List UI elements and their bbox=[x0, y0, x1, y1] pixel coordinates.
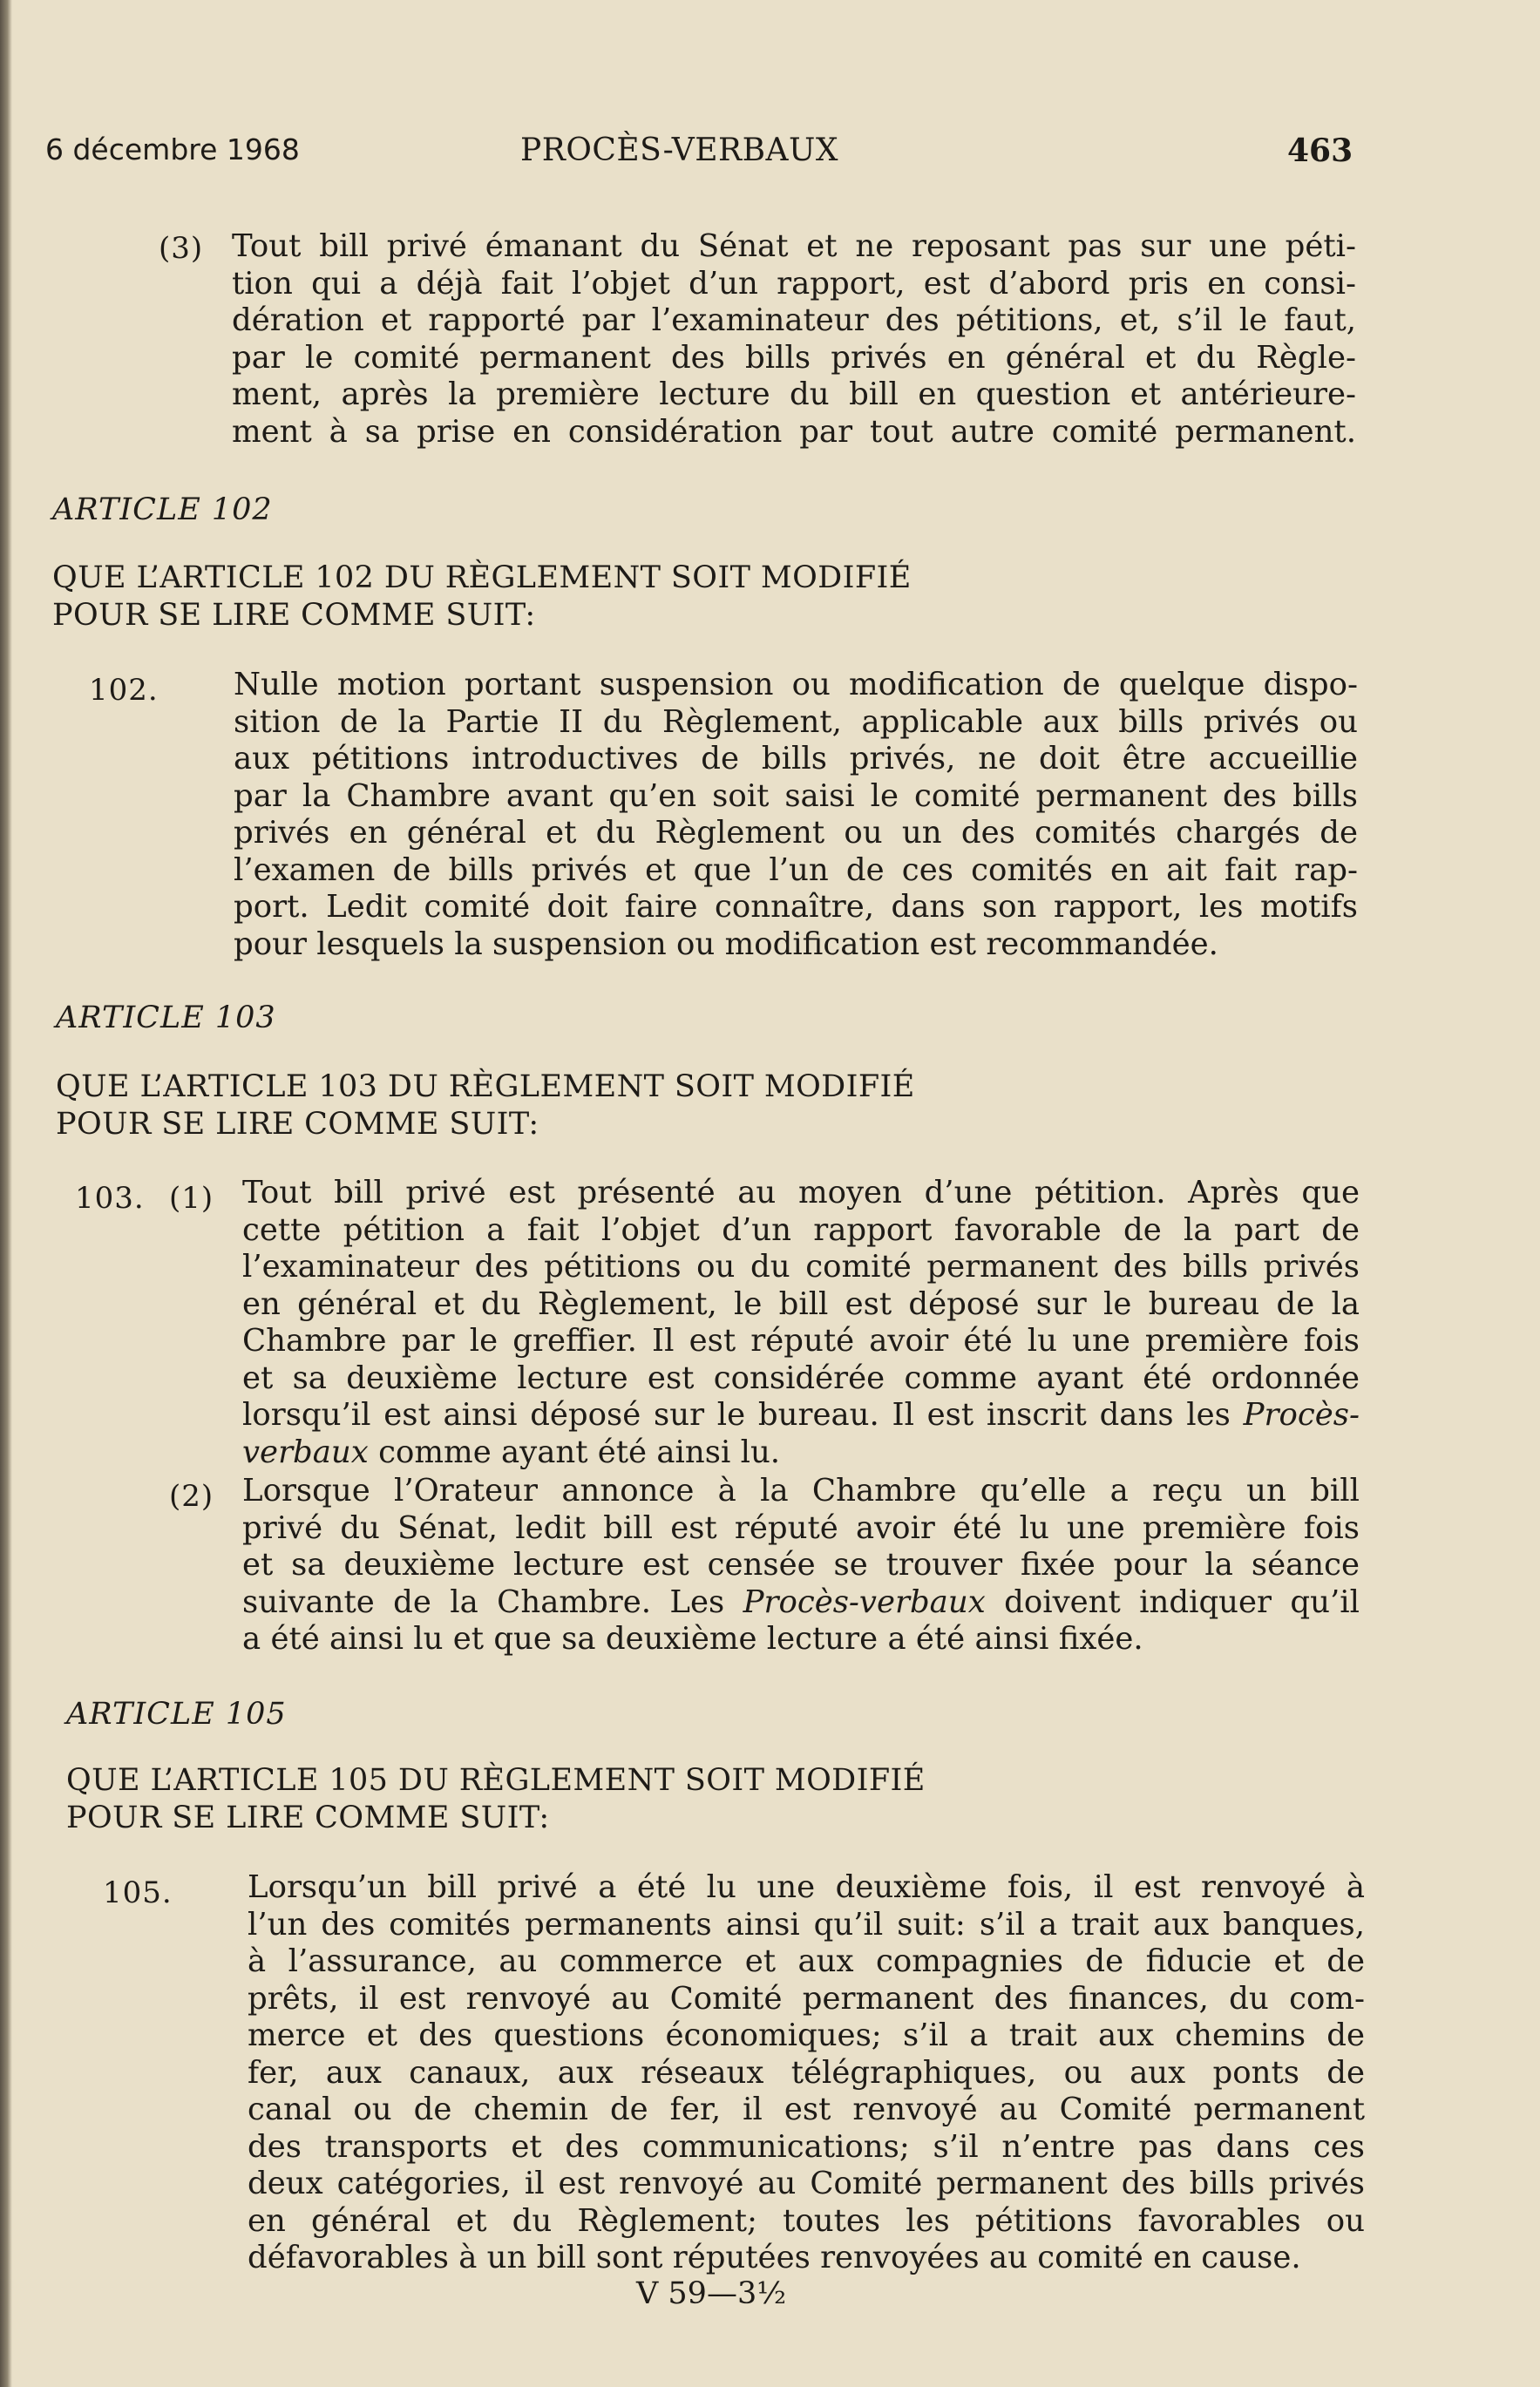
clause-marker: (3) bbox=[159, 231, 204, 266]
text-line: privés en général et du Règlement ou un des comités chargés de bbox=[234, 815, 1358, 851]
clause-marker: (1) bbox=[169, 1181, 214, 1216]
motion-text bbox=[56, 1068, 915, 1143]
text-line: cette pétition a fait l’objet d’un rapport favorable de la part de bbox=[242, 1211, 1360, 1248]
text-line: sition de la Partie II du Règlement, applicable aux bills privés ou bbox=[234, 703, 1358, 740]
text-line: Lorsqu’un bill privé a été lu une deuxième fois, il est renvoyé à bbox=[248, 1869, 1365, 1905]
text-line: fer, aux canaux, aux réseaux télégraphiques, ou aux ponts de bbox=[248, 2054, 1365, 2091]
text-fragment: lorsqu’il est ainsi déposé sur le bureau. Il est inscrit dans les bbox=[242, 1397, 1231, 1433]
text-line: en général et du Règlement, le bill est déposé sur le bureau de la bbox=[242, 1285, 1360, 1322]
header-title: PROCÈS-VERBAUX bbox=[520, 132, 838, 168]
motion-line: POUR SE LIRE COMME SUIT: bbox=[52, 598, 536, 633]
article-heading: ARTICLE 105 bbox=[66, 1697, 287, 1732]
header-date: 6 décembre 1968 bbox=[45, 132, 300, 166]
page-header bbox=[45, 132, 1353, 185]
article-105-text bbox=[248, 1869, 1365, 2277]
text-line: deux catégories, il est renvoyé au Comité permanent des bills privés bbox=[248, 2166, 1365, 2201]
text-line bbox=[242, 1584, 1360, 1622]
article-102-text bbox=[234, 667, 1358, 963]
italic-term: verbaux bbox=[242, 1434, 369, 1470]
motion-text bbox=[66, 1762, 926, 1837]
text-line: ment à sa prise en considération par tout autre comité permanent. bbox=[232, 413, 1356, 450]
text-line: et sa deuxième lecture est censée se trouver fixée pour la séance bbox=[242, 1547, 1360, 1583]
article-103-clause-1-text bbox=[242, 1175, 1360, 1471]
italic-term: Procès- bbox=[1243, 1397, 1360, 1433]
motion-line: QUE L’ARTICLE 102 DU RÈGLEMENT SOIT MODIFIÉ bbox=[52, 560, 912, 595]
article-103-clause-2-text bbox=[242, 1473, 1360, 1658]
text-line: tion qui a déjà fait l’objet d’un rapport, est d’abord pris en consi- bbox=[232, 265, 1356, 302]
text-line: Nulle motion portant suspension ou modification de quelque dispo- bbox=[234, 667, 1358, 702]
text-line bbox=[242, 1434, 1360, 1472]
text-line: pour lesquels la suspension ou modification est recommandée. bbox=[234, 926, 1218, 962]
article-number: 102. bbox=[89, 673, 159, 708]
page-binding-edge bbox=[0, 0, 12, 2387]
text-line: des transports et des communications; s’il n’entre pas dans ces bbox=[248, 2128, 1365, 2165]
text-line: par le comité permanent des bills privés en général et du Règle- bbox=[232, 339, 1356, 376]
italic-term: Procès-verbaux bbox=[743, 1583, 986, 1620]
text-line: l’examen de bills privés et que l’un de ces comités en ait fait rap- bbox=[234, 851, 1358, 888]
text-line: port. Ledit comité doit faire connaître, dans son rapport, les motifs bbox=[234, 889, 1358, 925]
text-line: prêts, il est renvoyé au Comité permanent des finances, du com- bbox=[248, 1980, 1365, 2017]
text-line: l’examinateur des pétitions ou du comité permanent des bills privés bbox=[242, 1249, 1360, 1285]
text-fragment: comme ayant été ainsi lu. bbox=[378, 1434, 781, 1470]
motion-line: QUE L’ARTICLE 105 DU RÈGLEMENT SOIT MODIFIÉ bbox=[66, 1763, 926, 1798]
text-line: en général et du Règlement; toutes les pétitions favorables ou bbox=[248, 2202, 1365, 2239]
text-fragment: doivent indiquer qu’il bbox=[1004, 1583, 1360, 1620]
article-number: 103. bbox=[75, 1181, 145, 1216]
text-line bbox=[242, 1397, 1360, 1434]
text-line: dération et rapporté par l’examinateur des pétitions, et, s’il le faut, bbox=[232, 302, 1356, 338]
text-line: aux pétitions introductives de bills privés, ne doit être accueillie bbox=[234, 741, 1358, 776]
page-number: 463 bbox=[1287, 132, 1353, 169]
text-line: Chambre par le greffier. Il est réputé avoir été lu une première fois bbox=[242, 1323, 1360, 1359]
intro-clause-text bbox=[232, 228, 1356, 451]
motion-line: POUR SE LIRE COMME SUIT: bbox=[56, 1107, 539, 1142]
signature-mark: V 59—3½ bbox=[636, 2276, 787, 2311]
motion-line: POUR SE LIRE COMME SUIT: bbox=[66, 1800, 550, 1835]
text-line: à l’assurance, au commerce et aux compagnies de fiducie et de bbox=[248, 1943, 1365, 1979]
motion-line: QUE L’ARTICLE 103 DU RÈGLEMENT SOIT MODIFIÉ bbox=[56, 1069, 915, 1104]
text-line: canal ou de chemin de fer, il est renvoyé au Comité permanent bbox=[248, 2092, 1365, 2127]
clause-marker: (2) bbox=[169, 1479, 214, 1514]
text-line: privé du Sénat, ledit bill est réputé avoir été lu une première fois bbox=[242, 1509, 1360, 1546]
article-number: 105. bbox=[103, 1875, 173, 1910]
article-heading: ARTICLE 103 bbox=[56, 1000, 276, 1035]
text-line: a été ainsi lu et que sa deuxième lecture a été ainsi fixée. bbox=[242, 1621, 1143, 1657]
text-line: l’un des comités permanents ainsi qu’il suit: s’il a trait aux banques, bbox=[248, 1906, 1365, 1943]
text-line: Tout bill privé émanant du Sénat et ne reposant pas sur une péti- bbox=[232, 228, 1356, 264]
text-line: Lorsque l’Orateur annonce à la Chambre qu’elle a reçu un bill bbox=[242, 1473, 1360, 1509]
motion-text bbox=[52, 559, 912, 634]
text-line: merce et des questions économiques; s’il a trait aux chemins de bbox=[248, 2017, 1365, 2053]
article-heading: ARTICLE 102 bbox=[52, 492, 273, 527]
text-line: défavorables à un bill sont réputées renvoyées au comité en cause. bbox=[248, 2240, 1301, 2275]
text-line: et sa deuxième lecture est considérée comme ayant été ordonnée bbox=[242, 1360, 1360, 1396]
text-line: par la Chambre avant qu’en soit saisi le comité permanent des bills bbox=[234, 777, 1358, 814]
text-fragment: suivante de la Chambre. Les bbox=[242, 1583, 725, 1620]
text-line: Tout bill privé est présenté au moyen d’une pétition. Après que bbox=[242, 1175, 1360, 1210]
text-line: ment, après la première lecture du bill en question et antérieure- bbox=[232, 376, 1356, 412]
